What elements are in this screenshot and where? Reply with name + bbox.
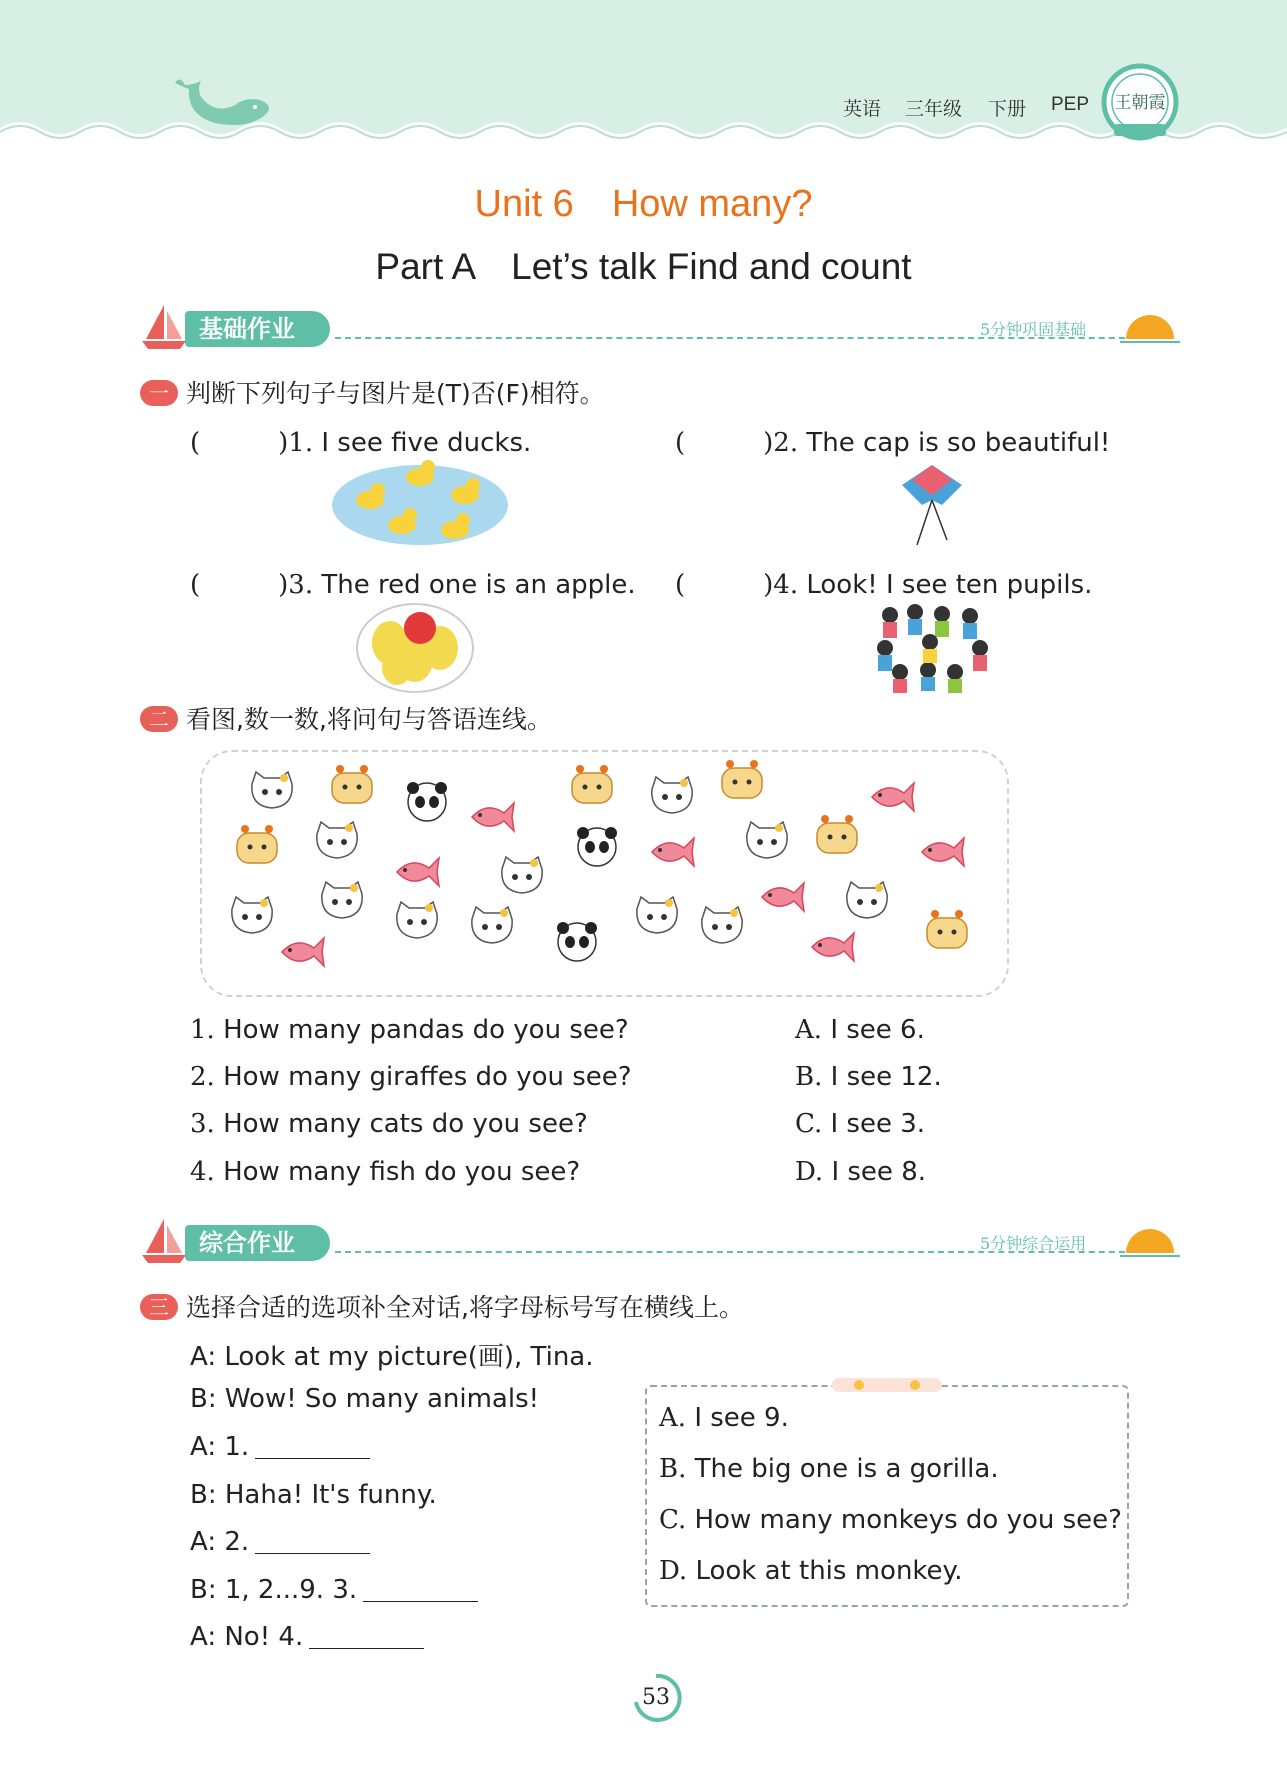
part-title: Part A Let’s talk Find and count	[375, 246, 912, 287]
question-2	[190, 1062, 632, 1092]
question-text: How many fish do you see?	[223, 1157, 581, 1187]
item-text: The cap is so beautiful!	[806, 428, 1111, 458]
panda-icon	[577, 827, 617, 866]
option-text: How many monkeys do you see?	[694, 1505, 1122, 1535]
fish-icon	[812, 933, 854, 961]
dialog-line-5	[190, 1527, 370, 1557]
item-text: Look! I see ten pupils.	[806, 570, 1093, 600]
answer-letter: C.	[795, 1109, 823, 1139]
sunset-icon	[1120, 1223, 1180, 1263]
page-number-badge	[630, 1672, 682, 1724]
option-letter: B.	[659, 1454, 687, 1484]
answer-B[interactable]	[795, 1062, 942, 1092]
answer-blank-1[interactable]	[255, 1436, 370, 1459]
giraffe-icon	[237, 825, 277, 863]
section-label-comprehensive: 综合作业	[185, 1225, 330, 1261]
fish-icon	[872, 783, 914, 811]
grade-label: 三年级	[905, 99, 963, 120]
kite-picture	[882, 460, 982, 550]
option-A	[659, 1403, 789, 1433]
question-4	[190, 1157, 580, 1187]
item-text: I see five ducks.	[321, 428, 532, 458]
fish-icon	[282, 938, 324, 966]
answer-text: I see 3.	[830, 1109, 926, 1139]
answer-text: I see 6.	[830, 1015, 925, 1045]
cat-icon	[252, 772, 292, 808]
dialog-line-2: B: Wow! So many animals!	[190, 1384, 540, 1414]
giraffe-icon	[817, 815, 857, 853]
dialog-line-3	[190, 1432, 370, 1462]
answer-A[interactable]	[795, 1015, 925, 1045]
fish-icon	[397, 858, 439, 886]
section-banner-basic	[140, 307, 1180, 351]
tf-item-1	[190, 422, 531, 459]
tf-item-4	[675, 564, 1092, 601]
giraffe-icon	[722, 760, 762, 798]
item-number: 3.	[288, 570, 314, 600]
panda-icon	[407, 782, 447, 821]
option-letter: D.	[659, 1556, 688, 1586]
section-note-comprehensive: 5分钟综合运用	[980, 1234, 1087, 1253]
whale-icon	[175, 75, 275, 135]
item-number: 1.	[288, 428, 314, 458]
pupils-picture	[870, 600, 995, 695]
item-number: 4.	[773, 570, 799, 600]
volume-label: 下册	[988, 99, 1027, 120]
dialog-text: A: 2.	[190, 1527, 250, 1557]
unit-title: Unit 6 How many?	[474, 183, 813, 225]
fish-icon	[472, 803, 514, 831]
answer-letter: D.	[795, 1157, 824, 1187]
sailboat-icon	[140, 1215, 190, 1267]
dialog-line-4: B: Haha! It's funny.	[190, 1480, 437, 1510]
answer-blank-3[interactable]	[363, 1579, 478, 1602]
dialog-line-1: A: Look at my picture(画), Tina.	[190, 1342, 594, 1372]
giraffe-icon	[572, 765, 612, 803]
dialog-text: A: No! 4.	[190, 1622, 304, 1652]
question-number: 4.	[190, 1157, 215, 1187]
dialog-text: B: 1, 2...9. 3.	[190, 1575, 358, 1605]
panda-icon	[557, 922, 597, 961]
answer-bracket[interactable]: ( )	[190, 428, 289, 458]
option-D	[659, 1556, 963, 1586]
subject-label: 英语	[843, 99, 882, 120]
question-text: How many giraffes do you see?	[223, 1062, 632, 1092]
cat-icon	[232, 897, 272, 933]
cat-icon	[637, 897, 677, 933]
ducks-picture	[330, 455, 510, 550]
answer-letter: A.	[795, 1015, 823, 1045]
fish-icon	[762, 883, 804, 911]
exercise-2-badge: 二	[140, 706, 178, 732]
sailboat-icon	[140, 301, 190, 353]
pears-plate-picture	[355, 598, 475, 693]
exercise-3-instruction: 选择合适的选项补全对话,将字母标号写在横线上。	[186, 1293, 744, 1322]
answer-letter: B.	[795, 1062, 823, 1092]
cat-icon	[322, 882, 362, 918]
dialog-text: A: 1.	[190, 1432, 250, 1462]
question-number: 3.	[190, 1109, 215, 1139]
options-box	[645, 1385, 1129, 1607]
answer-text: I see 8.	[831, 1157, 926, 1187]
option-C	[659, 1505, 1122, 1535]
option-letter: A.	[659, 1403, 687, 1433]
cat-icon	[847, 882, 887, 918]
answer-D[interactable]	[795, 1157, 926, 1187]
exercise-1-badge: 一	[140, 380, 178, 406]
cat-icon	[472, 907, 512, 943]
option-text: The big one is a gorilla.	[694, 1454, 999, 1484]
answer-C[interactable]	[795, 1109, 925, 1139]
question-text: How many pandas do you see?	[223, 1015, 629, 1045]
cat-icon	[652, 777, 692, 813]
answer-blank-4[interactable]	[309, 1626, 424, 1649]
giraffe-icon	[332, 765, 372, 803]
exercise-3-header	[140, 1288, 744, 1324]
dialog-line-7	[190, 1622, 424, 1652]
section-note-basic: 5分钟巩固基础	[980, 320, 1087, 339]
question-number: 2.	[190, 1062, 215, 1092]
answer-blank-2[interactable]	[255, 1531, 370, 1554]
question-3	[190, 1109, 588, 1139]
tf-item-3	[190, 564, 636, 601]
brand-logo	[1100, 62, 1180, 142]
item-number: 2.	[773, 428, 799, 458]
animal-counting-box	[200, 750, 1009, 997]
section-banner-comprehensive	[140, 1221, 1180, 1265]
exercise-2-header	[140, 700, 552, 736]
cat-icon	[702, 907, 742, 943]
options-box-clip	[832, 1378, 942, 1392]
exercise-1-header	[140, 374, 605, 410]
answer-text: I see 12.	[830, 1062, 942, 1092]
question-text: How many cats do you see?	[223, 1109, 588, 1139]
giraffe-icon	[927, 910, 967, 948]
answer-bracket[interactable]: ( )	[675, 428, 774, 458]
dialog-line-6	[190, 1575, 478, 1605]
option-letter: C.	[659, 1505, 687, 1535]
exercise-1-instruction: 判断下列句子与图片是(T)否(F)相符。	[186, 379, 605, 408]
section-label-basic: 基础作业	[185, 311, 330, 347]
cat-icon	[502, 857, 542, 893]
option-B	[659, 1454, 999, 1484]
exercise-2-instruction: 看图,数一数,将问句与答语连线。	[186, 705, 552, 734]
edition-label: PEP	[1051, 94, 1090, 115]
question-number: 1.	[190, 1015, 215, 1045]
fish-icon	[652, 838, 694, 866]
exercise-3-badge: 三	[140, 1294, 178, 1320]
fish-icon	[922, 838, 964, 866]
item-text: The red one is an apple.	[321, 570, 636, 600]
animals-picture	[202, 752, 1007, 995]
cat-icon	[317, 822, 357, 858]
option-text: I see 9.	[694, 1403, 789, 1433]
question-1	[190, 1015, 629, 1045]
option-text: Look at this monkey.	[695, 1556, 963, 1586]
tf-item-2	[675, 422, 1110, 459]
answer-bracket[interactable]: ( )	[675, 570, 774, 600]
brand-name: 王朝霞	[1114, 93, 1166, 113]
cat-icon	[397, 902, 437, 938]
page-number: 53	[642, 1685, 670, 1710]
cat-icon	[747, 822, 787, 858]
sunset-icon	[1120, 309, 1180, 349]
answer-bracket[interactable]: ( )	[190, 570, 289, 600]
